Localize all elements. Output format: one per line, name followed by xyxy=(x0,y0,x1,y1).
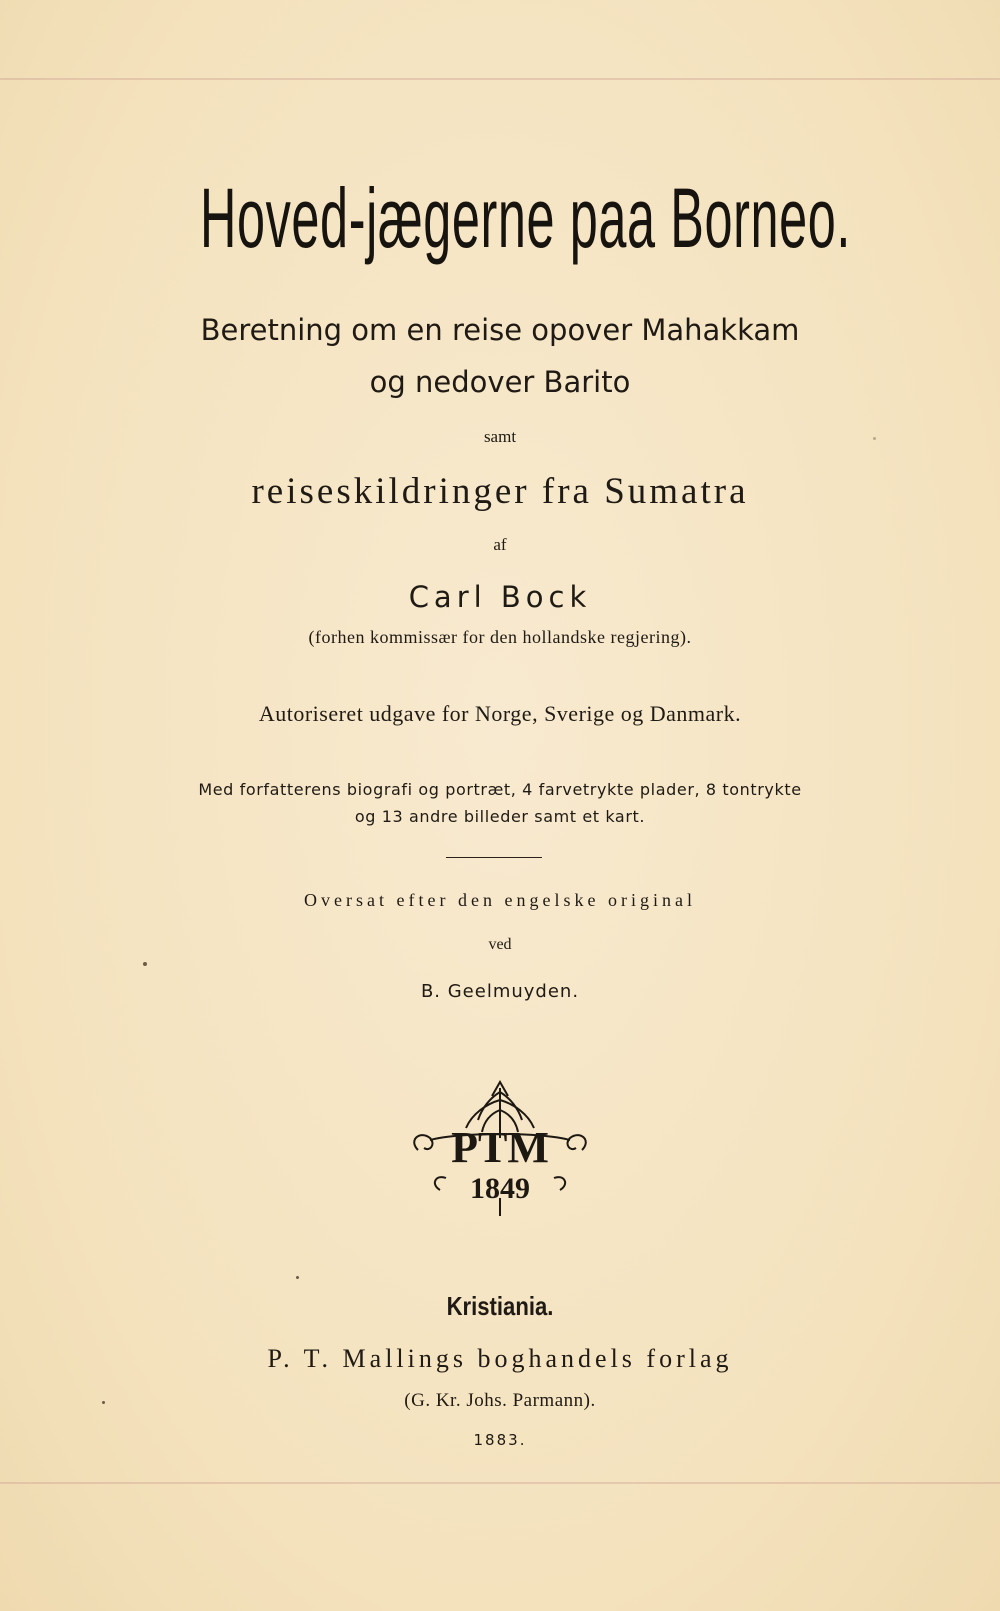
publisher-logo-icon xyxy=(400,1080,600,1220)
publication-year: 1883. xyxy=(473,1431,527,1449)
publication-city: Kristiania. xyxy=(446,1291,554,1321)
subtitle-line-2: og nedover Barito xyxy=(369,365,631,399)
paper-rule-line xyxy=(0,78,1000,80)
preposition-af: af xyxy=(493,535,507,554)
paper-speck xyxy=(102,1401,105,1404)
paper-rule-line xyxy=(0,1482,1000,1484)
divider-rule xyxy=(446,857,542,858)
paper-speck xyxy=(143,962,147,966)
translation-note: Oversat efter den engelske original xyxy=(304,890,696,910)
subtitle-line-1: Beretning om en reise opover Mahakkam xyxy=(200,313,800,347)
logo-monogram: PTM xyxy=(451,1123,549,1172)
contents-line-2: og 13 andre billeder samt et kart. xyxy=(354,807,646,826)
edition-statement: Autoriseret udgave for Norge, Sverige og Danmark. xyxy=(258,701,742,726)
contents-line-1: Med forfatterens biografi og portræt, 4 farvetrykte plader, 8 tontrykte xyxy=(198,780,802,799)
logo-year: 1849 xyxy=(470,1172,530,1205)
paper-speck xyxy=(873,437,876,440)
author-note: (forhen kommissær for den hollandske regjering). xyxy=(308,627,692,647)
preposition-ved: ved xyxy=(488,936,512,953)
book-title: Hoved-jægerne paa Borneo. xyxy=(200,171,852,265)
publisher-name: P. T. Mallings boghandels forlag xyxy=(267,1344,733,1373)
publisher-note: (G. Kr. Johs. Parmann). xyxy=(404,1390,596,1411)
subtitle-line-3: reiseskildringer fra Sumatra xyxy=(251,471,749,512)
conjunction-samt: samt xyxy=(483,427,517,446)
translator-name: B. Geelmuyden. xyxy=(420,981,580,1002)
paper-speck xyxy=(296,1276,299,1279)
author-name: Carl Bock xyxy=(408,580,592,614)
